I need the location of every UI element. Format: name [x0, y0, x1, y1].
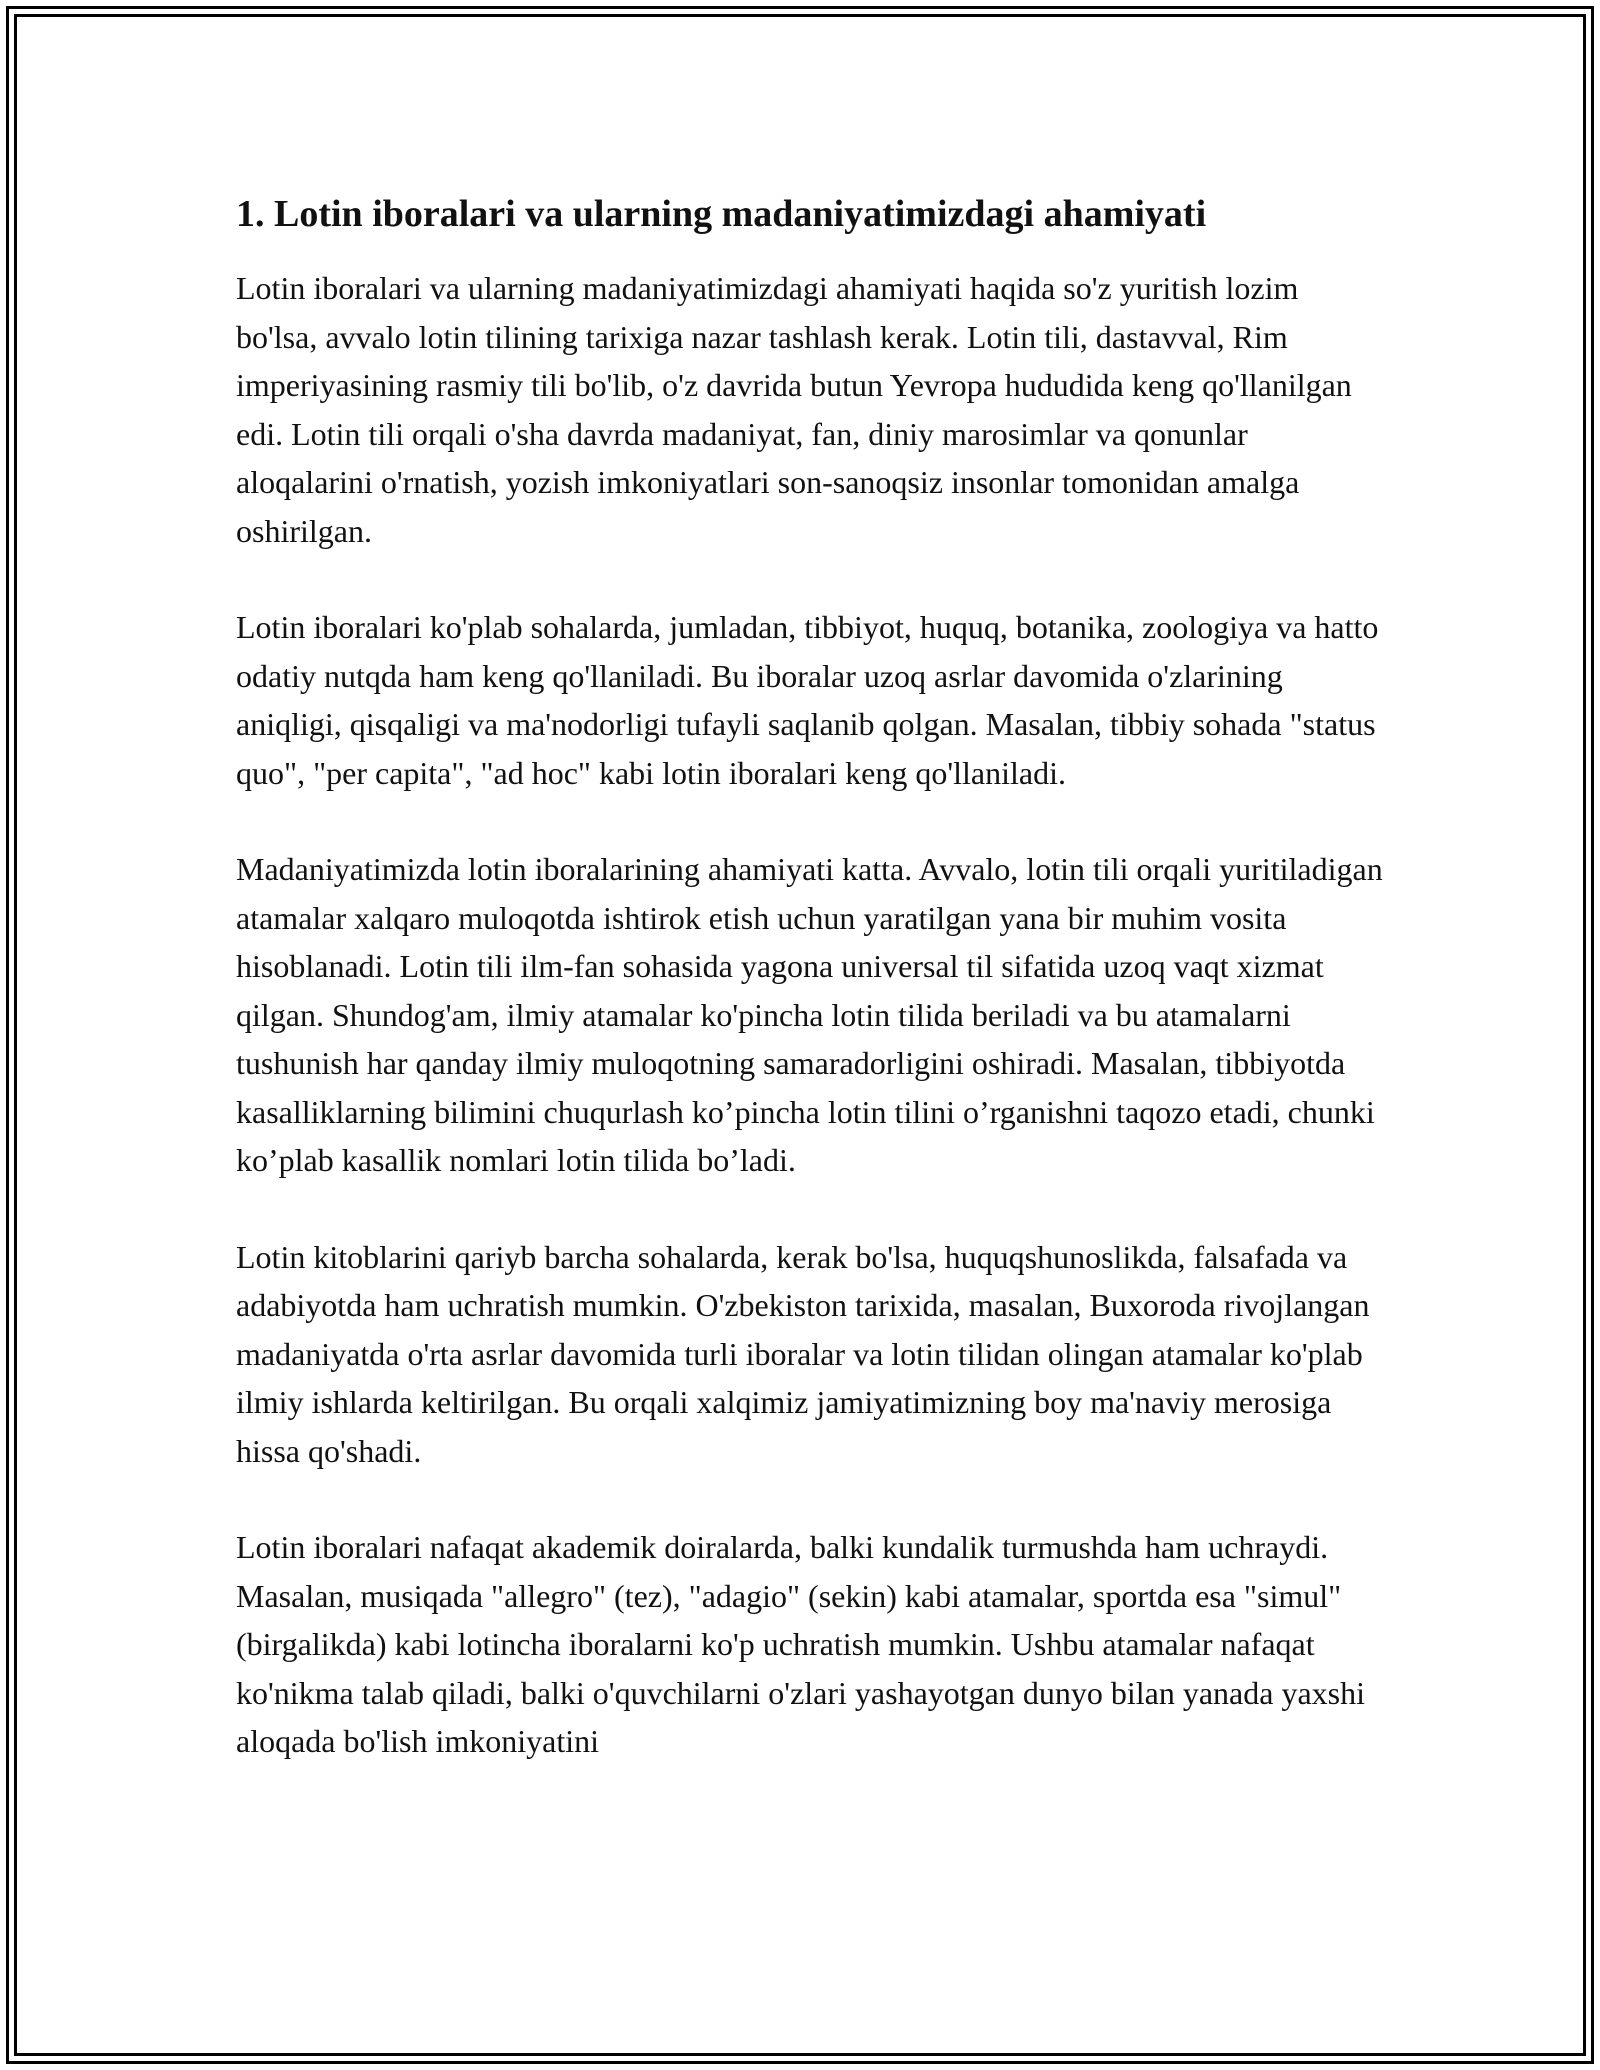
- paragraph-5: Lotin iboralari nafaqat akademik doiralarda, balki kundalik turmushda ham uchraydi. Masalan, musiqada "allegro" (tez), "adagio" (sekin) kabi atamalar, sportda esa "simul" (birgalikda) kabi lotincha iboralarni ko'p uchratish mumkin. Ushbu atamalar nafaqat ko'nikma talab qiladi, balki o'quvchilarni o'zlari yashayotgan dunyo bilan yanada yaxshi aloqada bo'lish imkoniyatini: [236, 1529, 1365, 1759]
- section-heading: 1. Lotin iboralari va ularning madaniyatimizdagi ahamiyati: [236, 193, 1207, 235]
- document-body: [236, 186, 1386, 1766]
- paragraph-1: Lotin iboralari va ularning madaniyatimizdagi ahamiyati haqida so'z yuritish lozim bo'lsa, avvalo lotin tilining tarixiga nazar tashlash kerak. Lotin tili, dastavval, Rim imperiyasining rasmiy tili bo'lib, o'z davrida butun Yevropa hududida keng qo'llanilgan edi. Lotin tili orqali o'sha davrda madaniyat, fan, diniy marosimlar va qonunlar aloqalarini o'rnatish, yozish imkoniyatlari son-sanoqsiz insonlar tomonidan amalga oshirilgan.: [236, 270, 1352, 549]
- paragraph-3: Madaniyatimizda lotin iboralarining ahamiyati katta. Avvalo, lotin tili orqali yuritiladigan atamalar xalqaro muloqotda ishtirok etish uchun yaratilgan yana bir muhim vosita hisoblanadi. Lotin tili ilm-fan sohasida yagona universal til sifatida uzoq vaqt xizmat qilgan. Shundog'am, ilmiy atamalar ko'pincha lotin tilida beriladi va bu atamalarni tushunish har qanday ilmiy muloqotning samaradorligini oshiradi. Masalan, tibbiyotda kasalliklarning bilimini chuqurlash ko’pincha lotin tilini o’rganishni taqozo etadi, chunki ko’plab kasallik nomlari lotin tilida bo’ladi.: [236, 851, 1383, 1178]
- paragraph-4: Lotin kitoblarini qariyb barcha sohalarda, kerak bo'lsa, huquqshunoslikda, falsafada va adabiyotda ham uchratish mumkin. O'zbekiston tarixida, masalan, Buxoroda rivojlangan madaniyatda o'rta asrlar davomida turli iboralar va lotin tilidan olingan atamalar ko'plab ilmiy ishlarda keltirilgan. Bu orqali xalqimiz jamiyatimizning boy ma'naviy merosiga hissa qo'shadi.: [236, 1238, 1370, 1469]
- paragraph-2: Lotin iboralari ko'plab sohalarda, jumladan, tibbiyot, huquq, botanika, zoologiya va hatto odatiy nutqda ham keng qo'llaniladi. Bu iboralar uzoq asrlar davomida o'zlarining aniqligi, qisqaligi va ma'nodorligi tufayli saqlanib qolgan. Masalan, tibbiy sohada "status quo", "per capita", "ad hoc" kabi lotin iboralari keng qo'llaniladi.: [236, 609, 1379, 791]
